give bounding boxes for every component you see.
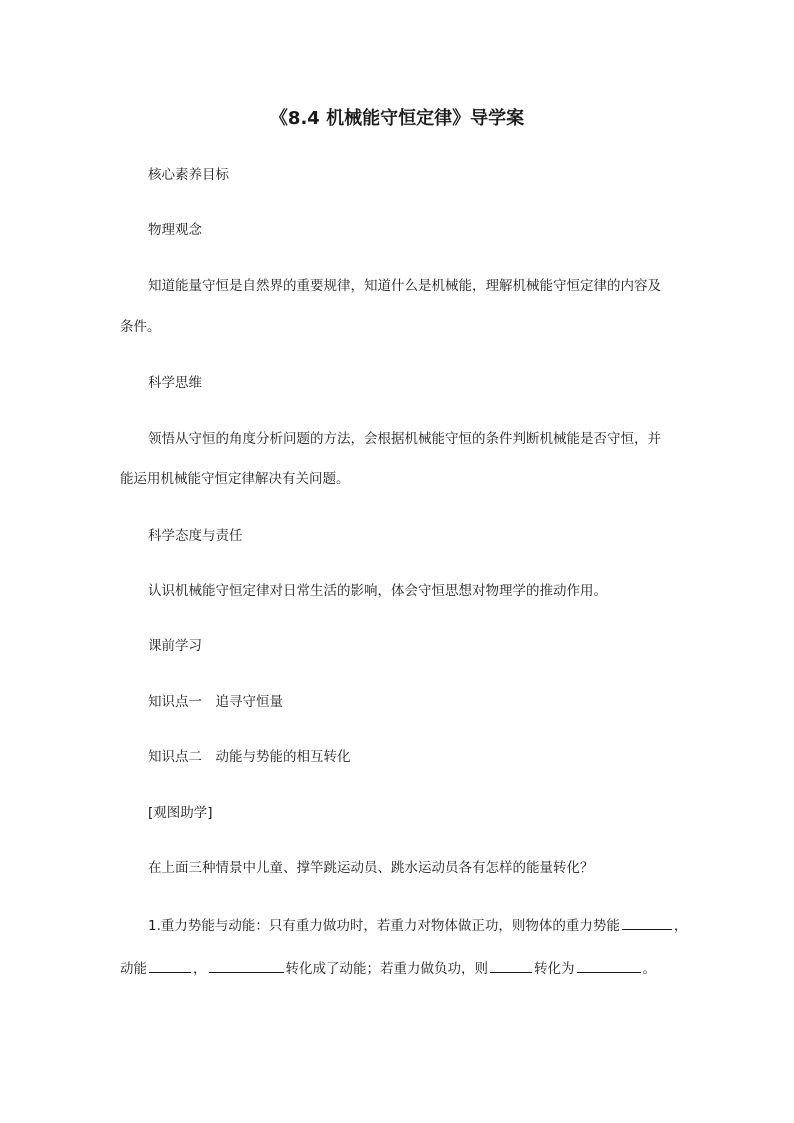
fill-blank-2[interactable] [149, 958, 191, 973]
fill-blank-4[interactable] [490, 958, 532, 973]
item1-text-f: 转化为 [534, 961, 575, 977]
subheading-attitude: 科学态度与责任 [148, 528, 243, 544]
item1-text-b: ， [673, 918, 688, 934]
section-heading-preclass: 课前学习 [148, 638, 202, 654]
subheading-scientific-thinking: 科学思维 [148, 375, 202, 391]
item1-line1 [148, 915, 687, 936]
item1-text-c: 动能 [120, 961, 147, 977]
fill-blank-1[interactable] [622, 915, 672, 930]
item1-text-g: 。 [642, 961, 656, 977]
paragraph-scientific-thinking-line1: 领悟从守恒的角度分析问题的方法，会根据机械能守恒的条件判断机械能是否守恒，并 [148, 431, 661, 447]
knowledge-point-2: 知识点二 动能与势能的相互转化 [148, 749, 351, 765]
subheading-physics-concept: 物理观念 [148, 222, 202, 238]
doc-title: 《8.4 机械能守恒定律》导学案 [269, 108, 525, 129]
section-heading-core: 核心素养目标 [148, 167, 229, 183]
item1-text-a: 1.重力势能与动能：只有重力做功时，若重力对物体做正功，则物体的重力势能 [148, 918, 620, 934]
paragraph-physics-concept-line2: 条件。 [120, 319, 161, 335]
fill-blank-5[interactable] [577, 958, 641, 973]
fill-blank-3[interactable] [209, 958, 284, 973]
figure-help-label: [观图助学] [148, 805, 213, 821]
item1-text-e: 转化成了动能；若重力做负功，则 [285, 961, 488, 977]
question-text: 在上面三种情景中儿童、撑竿跳运动员、跳水运动员各有怎样的能量转化？ [148, 860, 594, 876]
item1-line2 [120, 958, 656, 979]
item1-text-d: ， [193, 961, 207, 977]
knowledge-point-1: 知识点一 追寻守恒量 [148, 694, 283, 710]
paragraph-attitude: 认识机械能守恒定律对日常生活的影响，体会守恒思想对物理学的推动作用。 [148, 583, 607, 599]
paragraph-physics-concept-line1: 知道能量守恒是自然界的重要规律，知道什么是机械能，理解机械能守恒定律的内容及 [148, 278, 661, 294]
paragraph-scientific-thinking-line2: 能运用机械能守恒定律解决有关问题。 [120, 471, 350, 487]
